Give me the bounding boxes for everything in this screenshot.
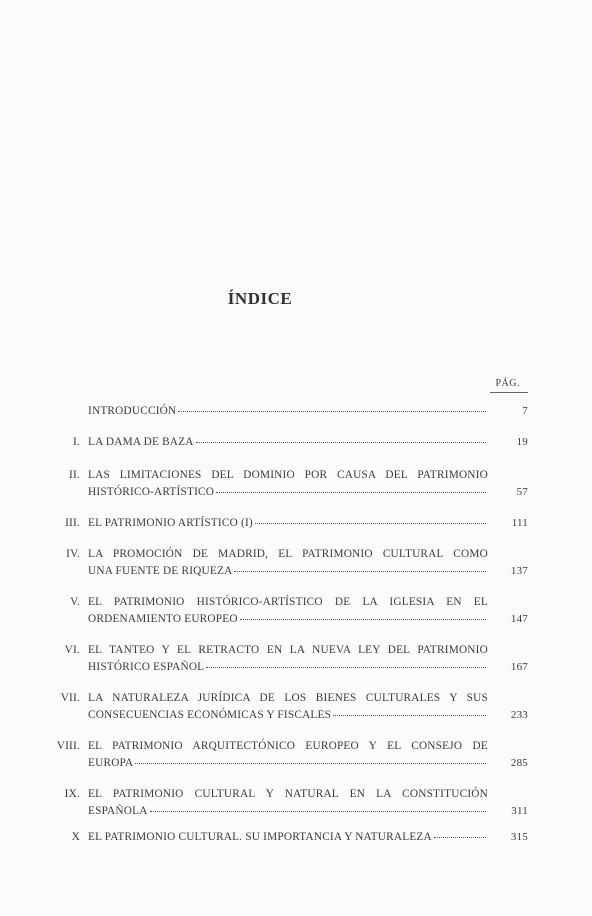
toc-entry-number: II. — [69, 469, 80, 481]
toc-entry-last-line — [88, 563, 488, 580]
toc-entry-page: 147 — [510, 613, 528, 625]
toc-entry-title — [88, 434, 488, 451]
toc-entry-title — [88, 690, 488, 724]
toc-entry-number: VIII. — [56, 740, 80, 752]
toc-entry-page: 167 — [510, 661, 528, 673]
leader-dots — [150, 801, 486, 812]
toc-entry-title — [88, 403, 488, 420]
toc-entry-page: 233 — [510, 709, 528, 721]
leader-dots — [255, 513, 486, 524]
page-column-header: PÁG. — [495, 378, 520, 389]
leader-dots — [178, 401, 486, 412]
leader-dots — [216, 482, 486, 493]
toc-entry-title — [88, 738, 488, 772]
toc-entry-last-line — [88, 403, 488, 420]
toc-entry-number: I. — [73, 436, 80, 448]
toc-entry-number: IX. — [64, 788, 80, 800]
toc-entry-last-line — [88, 755, 488, 772]
leader-dots — [206, 657, 486, 668]
toc-entry-title-line: EL PATRIMONIO ARQUITECTÓNICO EUROPEO Y EL CONSEJO DE — [88, 740, 488, 752]
toc-entry-last-line — [88, 803, 488, 820]
toc-entry-title-line: EL PATRIMONIO HISTÓRICO-ARTÍSTICO DE LA IGLESIA EN EL — [88, 596, 488, 608]
toc-entry-page: 57 — [516, 486, 528, 498]
toc-entry-title — [88, 467, 488, 501]
leader-dots — [240, 609, 486, 620]
leader-dots — [234, 561, 486, 572]
toc-entry-number: IV. — [66, 548, 80, 560]
toc-entry-page: 111 — [511, 517, 528, 529]
toc-entry-title — [88, 786, 488, 820]
toc-entry-title-line: LA PROMOCIÓN DE MADRID, EL PATRIMONIO CULTURAL COMO — [88, 548, 488, 560]
toc-entry-last-line — [88, 515, 488, 532]
toc-entry-page: 315 — [510, 831, 528, 843]
toc-entry-last-line — [88, 611, 488, 628]
leader-dots — [333, 705, 486, 716]
toc-entry-number: VII. — [60, 692, 80, 704]
toc-entry-page: 285 — [510, 757, 528, 769]
toc-entry-number: V. — [70, 596, 80, 608]
toc-entry-last-line — [88, 434, 488, 451]
toc-entry-title — [88, 642, 488, 676]
toc-entry-number: X — [71, 831, 80, 843]
toc-entry-title-line: LA NATURALEZA JURÍDICA DE LOS BIENES CULTURALES Y SUS — [88, 692, 488, 704]
toc-entry-number: III. — [65, 517, 80, 529]
toc-entry-title-text: INTRODUCCIÓN — [88, 405, 177, 417]
toc-entry-title-text: CONSECUENCIAS ECONÓMICAS Y FISCALES — [88, 709, 332, 721]
leader-dots — [135, 753, 486, 764]
toc-entry-last-line — [88, 659, 488, 676]
toc-entry-title-text: EL PATRIMONIO CULTURAL. SU IMPORTANCIA Y NATURALEZA — [88, 831, 432, 843]
toc-entry-title — [88, 546, 488, 580]
toc-entry-title-line: EL TANTEO Y EL RETRACTO EN LA NUEVA LEY DEL PATRIMONIO — [88, 644, 488, 656]
toc-entry-title-text: HISTÓRICO-ARTÍSTICO — [88, 486, 215, 498]
toc-entry-title-line: LAS LIMITACIONES DEL DOMINIO POR CAUSA DEL PATRIMONIO — [88, 469, 488, 481]
toc-entry-title — [88, 594, 488, 628]
toc-entry-number: VI. — [64, 644, 80, 656]
toc-entry-title-text: EL PATRIMONIO ARTÍSTICO (I) — [88, 517, 253, 529]
leader-dots — [196, 432, 486, 443]
toc-entry-title-text: EUROPA — [88, 757, 134, 769]
toc-entry-title-text: HISTÓRICO ESPAÑOL — [88, 661, 205, 673]
toc-entry-title-line: EL PATRIMONIO CULTURAL Y NATURAL EN LA CONSTITUCIÓN — [88, 788, 488, 800]
toc-entry-title-text: ORDENAMIENTO EUROPEO — [88, 613, 238, 625]
toc-entry-page: 137 — [510, 565, 528, 577]
toc-entry-last-line — [88, 707, 488, 724]
leader-dots — [434, 827, 486, 838]
toc-entry-title-text: ESPAÑOLA — [88, 805, 148, 817]
toc-entry-title — [88, 515, 488, 532]
toc-entry-page: 311 — [511, 805, 528, 817]
page-title: ÍNDICE — [227, 289, 293, 308]
toc-entry-last-line — [88, 484, 488, 501]
toc-entry-page: 7 — [522, 405, 528, 417]
toc-entry-title-text: UNA FUENTE DE RIQUEZA — [88, 565, 233, 577]
page-column-rule — [490, 392, 528, 393]
toc-entry-last-line — [88, 829, 488, 846]
toc-entry-title — [88, 829, 488, 846]
toc-entry-title-text: LA DAMA DE BAZA — [88, 436, 194, 448]
toc-entry-page: 19 — [516, 436, 528, 448]
